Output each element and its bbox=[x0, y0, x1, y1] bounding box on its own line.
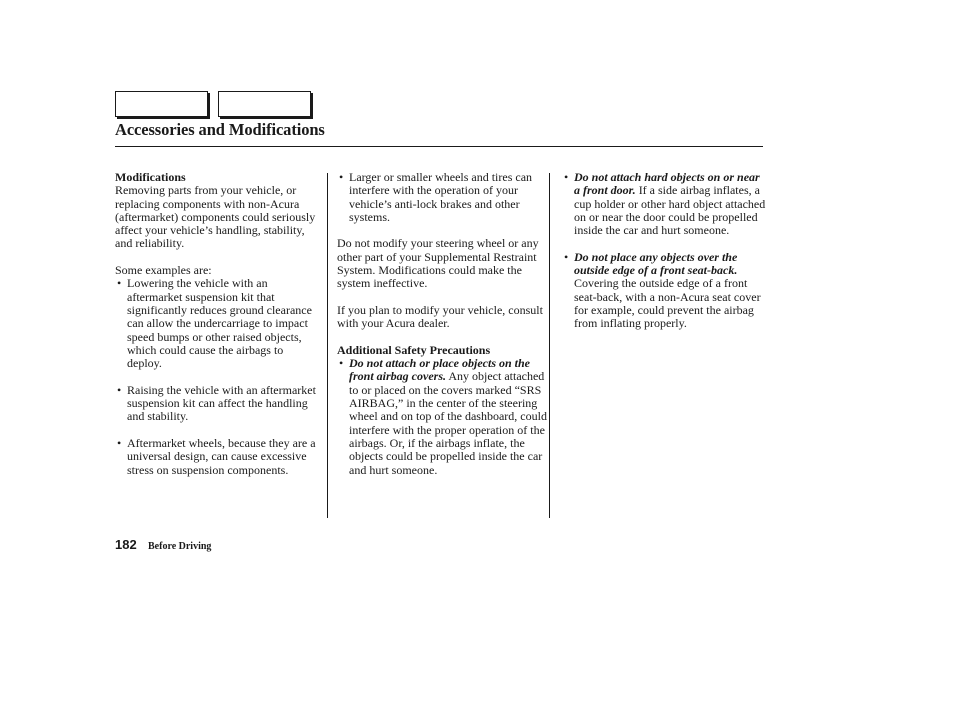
section-name: Before Driving bbox=[148, 541, 212, 552]
list-item: • Raising the vehicle with an aftermarket suspension kit can affect the handling and stability. bbox=[115, 384, 320, 424]
dealer-paragraph: If you plan to modify your vehicle, consult with your Acura dealer. bbox=[337, 302, 543, 331]
column-divider bbox=[327, 173, 328, 518]
wheels-list bbox=[337, 171, 547, 224]
safety-list bbox=[337, 357, 547, 477]
warning-text: Covering the outside edge of a front seat-back, with a non-Acura seat cover for example, could prevent the airbag from inflating properly. bbox=[574, 276, 761, 331]
column-divider bbox=[549, 173, 550, 518]
list-item bbox=[562, 251, 767, 331]
column-left bbox=[115, 171, 320, 490]
examples-list bbox=[115, 277, 320, 476]
list-item bbox=[562, 171, 767, 237]
list-item bbox=[337, 357, 547, 477]
warning-lead: Do not place any objects over the outside edge of a front seat-back. bbox=[574, 249, 738, 278]
list-item: • Aftermarket wheels, because they are a universal design, can cause excessive stress on suspension components. bbox=[115, 437, 320, 477]
page-number: 182 bbox=[115, 537, 137, 552]
examples-label: Some examples are: bbox=[115, 263, 212, 278]
nav-button-index[interactable] bbox=[218, 91, 311, 117]
warning-lead: Do not attach or place objects on the front airbag covers. bbox=[349, 356, 530, 384]
warning-text: Any object attached to or placed on the covers marked “SRS AIRBAG,” in the center of the steering wheel and on top of the dashboard, could interfere with the proper operation of the airbags. Or, if the airbags inflate, the objects could be propelled inside the car and hurt someone. bbox=[349, 369, 547, 477]
section-heading-modifications: Modifications bbox=[115, 170, 186, 184]
column-right bbox=[562, 171, 767, 344]
warning-lead: Do not attach hard objects on or near a front door. bbox=[574, 170, 760, 198]
intro-paragraph: Removing parts from your vehicle, or replacing components with non-Acura (aftermarket) components could seriously affect your vehicle’s handling, stability, and reliability. bbox=[115, 183, 316, 251]
warning-text: If a side airbag inflates, a cup holder or other hard object attached on or near the door could be propelled inside the car and hurt someone. bbox=[574, 183, 766, 238]
list-item: • Larger or smaller wheels and tires can interfere with the operation of your vehicle’s anti-lock brakes and other systems. bbox=[337, 171, 547, 224]
nav-button-main-menu[interactable] bbox=[115, 91, 208, 117]
column-middle bbox=[337, 171, 547, 490]
steering-wheel-paragraph: Do not modify your steering wheel or any other part of your Supplemental Restraint System. Modifications could make the system ineffective. bbox=[337, 236, 539, 291]
list-item: • Lowering the vehicle with an aftermarket suspension kit that significantly reduces ground clearance can allow the undercarriage to impact speed bumps or other raised objects, which could cause the airbags to deploy. bbox=[115, 277, 320, 370]
title-divider bbox=[115, 146, 763, 147]
page-title: Accessories and Modifications bbox=[115, 120, 325, 139]
airbag-warnings-list bbox=[562, 171, 767, 331]
section-heading-additional-safety: Additional Safety Precautions bbox=[337, 342, 491, 357]
